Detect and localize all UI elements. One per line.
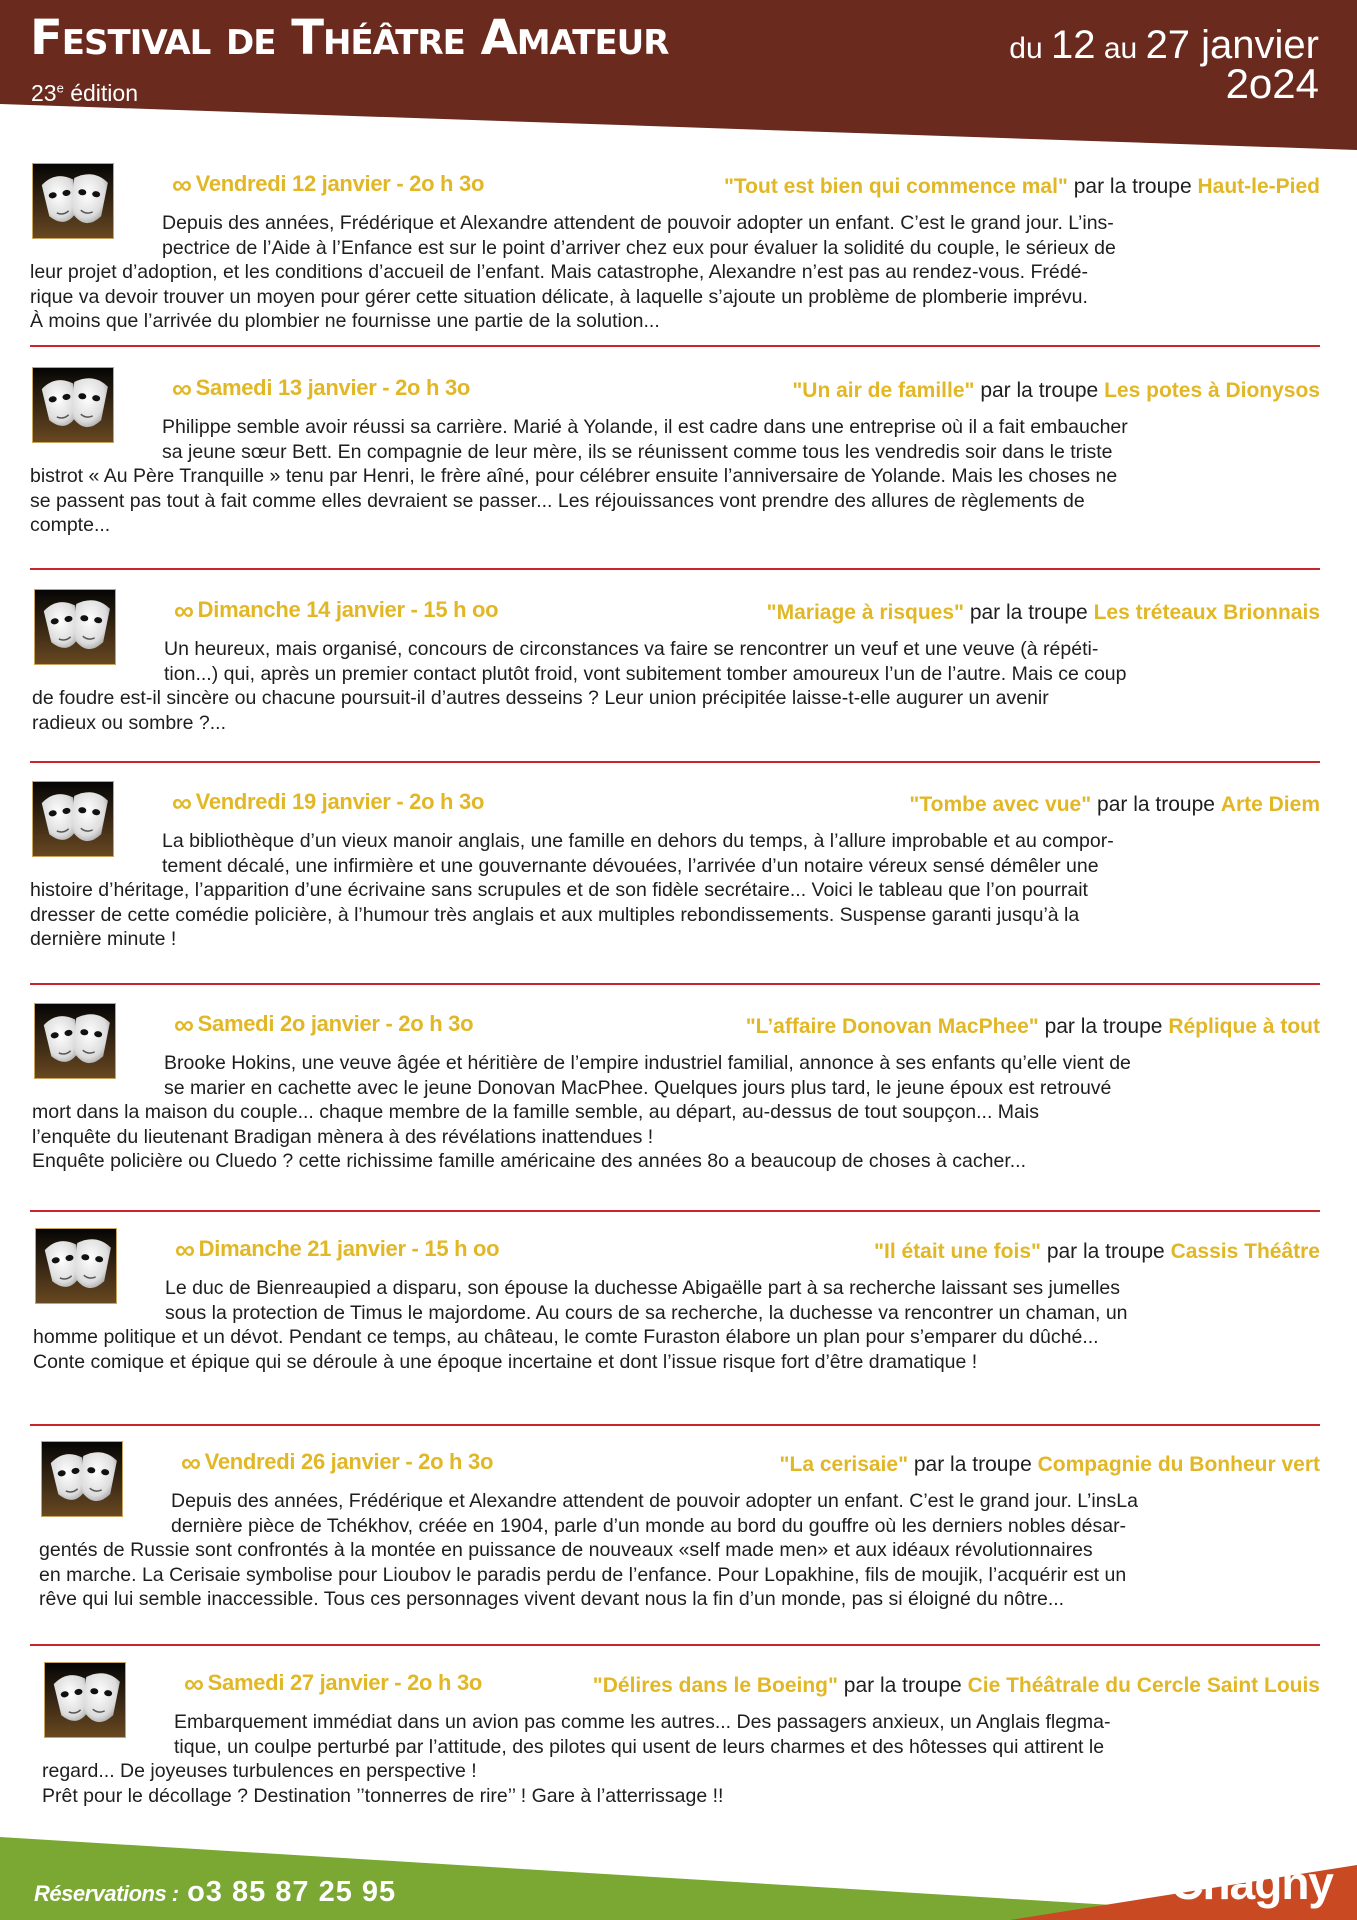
event-show: "La cerisaie" par la troupe Compagnie du Bonheur vert xyxy=(779,1453,1320,1476)
festival-title: Festival de Théâtre Amateur xyxy=(30,10,669,66)
show-title: "La cerisaie" xyxy=(779,1453,909,1476)
event-date: ∞ Vendredi 26 janvier - 2o h 3o xyxy=(181,1447,494,1478)
troupe-name: Les potes à Dionysos xyxy=(1104,379,1320,402)
infinity-icon: ∞ xyxy=(172,373,192,404)
chagny-logo: VILLE DE Chagny xyxy=(1170,1848,1333,1909)
reservations-label: Réservations : xyxy=(34,1881,179,1906)
description-line: dernière pièce de Tchékhov, créée en 1904, parle d’un monde au bord du gouffre où les derniers nobles désar- xyxy=(171,1514,1127,1537)
event-separator xyxy=(30,1210,1320,1212)
description-line: Depuis des années, Frédérique et Alexandre attendent de pouvoir adopter un enfant. C’est le grand jour. L’ins- xyxy=(162,212,1114,234)
event-show: "Il était une fois" par la troupe Cassis Théâtre xyxy=(874,1240,1320,1263)
event-show: "Délires dans le Boeing" par la troupe Cie Théâtrale du Cercle Saint Louis xyxy=(592,1674,1320,1697)
description-line: À moins que l’arrivée du plombier ne fournisse une partie de la solution... xyxy=(30,310,660,333)
event-description xyxy=(33,1276,1323,1374)
description-line: se marier en cachette avec le jeune Donovan MacPhee. Quelques jours plus tard, le jeune époux est retrouvé xyxy=(164,1076,1112,1099)
description-line: dernière minute ! xyxy=(30,928,177,951)
event-date: ∞ Dimanche 14 janvier - 15 h oo xyxy=(174,595,499,626)
description-line: mort dans la maison du couple... chaque membre de la famille semble, au départ, au-dessus de tout soupçon... Mais xyxy=(32,1101,1039,1124)
event-description xyxy=(30,415,1320,538)
event-description xyxy=(30,211,1320,334)
show-title: "Tout est bien qui commence mal" xyxy=(723,175,1068,198)
description-line: histoire d’héritage, l’apparition d’une écrivaine sans scrupules et de son fidèle secrétaire... Voici le tableau que l’on pourrait xyxy=(30,879,1088,902)
description-line: La bibliothèque d’un vieux manoir anglais, une famille en dehors du temps, à l’allure improbable et au compor- xyxy=(162,830,1114,852)
description-line: Enquête policière ou Cluedo ? cette richissime famille américaine des années 8o a beaucoup de choses à cacher... xyxy=(32,1150,1027,1173)
description-line: radieux ou sombre ?... xyxy=(32,711,227,734)
description-line: sous la protection de Timus le majordome. Au cours de sa recherche, la duchesse va rencontrer un chaman, un xyxy=(165,1301,1128,1324)
infinity-icon: ∞ xyxy=(184,1668,204,1699)
event-date: ∞ Samedi 2o janvier - 2o h 3o xyxy=(174,1009,474,1040)
description-line: en marche. La Cerisaie symbolise pour Lioubov le paradis perdu de l’enfance. Pour Lopakhine, fils de moujik, l’acquérir est un xyxy=(39,1563,1127,1586)
description-line: leur projet d’adoption, et les conditions d’accueil de l’enfant. Mais catastrophe, Alexandre n’est pas au rendez-vous. Frédé- xyxy=(30,261,1088,284)
description-line: l’enquête du lieutenant Bradigan mènera à des révélations inattendues ! xyxy=(32,1125,654,1148)
description-line: Philippe semble avoir réussi sa carrière. Marié à Yolande, il est cadre dans une entreprise où il a fait embaucher xyxy=(162,416,1128,438)
event-separator xyxy=(30,568,1320,570)
event-date: ∞ Vendredi 12 janvier - 2o h 3o xyxy=(172,169,485,200)
header-banner xyxy=(0,0,1357,160)
description-line: Conte comique et épique qui se déroule à une époque incertaine et dont l’issue risque fort d’être dramatique ! xyxy=(33,1350,978,1373)
show-title: "L’affaire Donovan MacPhee" xyxy=(745,1015,1039,1038)
event-description xyxy=(39,1489,1329,1612)
description-line: compte... xyxy=(30,514,111,537)
infinity-icon: ∞ xyxy=(175,1234,195,1265)
description-line: tion...) qui, après un premier contact plutôt froid, vont subitement tomber amoureux l’un de l’autre. Mais ce coup xyxy=(164,662,1127,685)
description-line: tement décalé, une infirmière et une gouvernante dévouées, l’arrivée d’un notaire véreux sensé démêler une xyxy=(162,854,1099,877)
event-date: ∞ Samedi 13 janvier - 2o h 3o xyxy=(172,373,471,404)
troupe-name: Les tréteaux Brionnais xyxy=(1093,601,1320,624)
description-line: Le duc de Bienreaupied a disparu, son épouse la duchesse Abigaëlle part à sa recherche laissant ses jumelles xyxy=(165,1277,1121,1299)
event-show: "Tout est bien qui commence mal" par la troupe Haut-le-Pied xyxy=(723,175,1320,198)
troupe-name: Compagnie du Bonheur vert xyxy=(1037,1453,1320,1476)
description-line: bistrot « Au Père Tranquille » tenu par Henri, le frère aîné, pour célébrer ensuite l’anniversaire de Yolande. Mais les choses ne xyxy=(30,465,1118,488)
troupe-name: Arte Diem xyxy=(1220,793,1320,816)
event-show: "L’affaire Donovan MacPhee" par la troupe Réplique à tout xyxy=(745,1015,1320,1038)
description-line: Embarquement immédiat dans un avion pas comme les autres... Des passagers anxieux, un Anglais flegma- xyxy=(174,1711,1111,1733)
description-line: rique va devoir trouver un moyen pour gérer cette situation délicate, à laquelle s’ajoute un problème de plomberie imprévu. xyxy=(30,285,1088,308)
troupe-name: Cie Théâtrale du Cercle Saint Louis xyxy=(967,1674,1320,1697)
description-line: regard... De joyeuses turbulences en perspective ! xyxy=(42,1760,477,1783)
description-line: de foudre est-il sincère ou chacune poursuit-il d’autres desseins ? Leur union précipitée laisse-t-elle augurer un avenir xyxy=(32,687,1049,710)
show-title: "Il était une fois" xyxy=(874,1240,1041,1263)
event-description xyxy=(32,637,1322,735)
description-line: pectrice de l’Aide à l’Enfance est sur le point d’arriver chez eux pour évaluer la solidité du couple, le sérieux de xyxy=(162,236,1116,259)
troupe-name: Réplique à tout xyxy=(1168,1015,1320,1038)
troupe-name: Cassis Théâtre xyxy=(1170,1240,1320,1263)
infinity-icon: ∞ xyxy=(172,787,192,818)
description-line: Prêt pour le décollage ? Destination ’’tonnerres de rire’’ ! Gare à l’atterrissage !! xyxy=(42,1784,724,1807)
description-line: rêve qui lui semble inaccessible. Tous ces personnages vivent devant nous la fin d’un monde, pas si éloigné du nôtre... xyxy=(39,1588,1065,1611)
event-date: ∞ Dimanche 21 janvier - 15 h oo xyxy=(175,1234,500,1265)
infinity-icon: ∞ xyxy=(172,169,192,200)
infinity-icon: ∞ xyxy=(174,595,194,626)
description-line: Brooke Hokins, une veuve âgée et héritière de l’empire industriel familial, annonce à ses enfants qu’elle vient de xyxy=(164,1052,1131,1074)
event-description xyxy=(30,829,1320,952)
description-line: sa jeune sœur Bett. En compagnie de leur mère, ils se réunissent comme tous les vendredis soir dans le triste xyxy=(162,440,1113,463)
infinity-icon: ∞ xyxy=(181,1447,201,1478)
show-title: "Tombe avec vue" xyxy=(909,793,1092,816)
event-separator xyxy=(30,761,1320,763)
show-title: "Délires dans le Boeing" xyxy=(592,1674,838,1697)
description-line: tique, un coulpe perturbé par l’attitude, des pilotes qui usent de leurs charmes et des hôtesses qui attirent le xyxy=(174,1735,1105,1758)
reservations-phone[interactable]: o3 85 87 25 95 xyxy=(187,1876,397,1908)
event-separator xyxy=(30,983,1320,985)
event-separator xyxy=(30,1644,1320,1646)
edition-label: 23e édition xyxy=(31,80,138,106)
event-description xyxy=(42,1710,1332,1808)
event-show: "Mariage à risques" par la troupe Les tréteaux Brionnais xyxy=(766,601,1320,624)
description-line: Depuis des années, Frédérique et Alexandre attendent de pouvoir adopter un enfant. C’est le grand jour. L’insLa xyxy=(171,1490,1138,1512)
description-line: homme politique et un dévot. Pendant ce temps, au château, le comte Furaston élabore un plan pour s’emparer du dûché... xyxy=(33,1326,1099,1349)
show-title: "Un air de famille" xyxy=(792,379,975,402)
description-line: Un heureux, mais organisé, concours de circonstances va faire se rencontrer un veuf et une veuve (à répéti- xyxy=(164,638,1099,660)
event-show: "Tombe avec vue" par la troupe Arte Diem xyxy=(909,793,1320,816)
event-separator xyxy=(30,1424,1320,1426)
event-separator xyxy=(30,345,1320,347)
description-line: gentés de Russie sont confrontés à la montée en puissance de nouveaux «self made men» et aux idéaux révolutionnaires xyxy=(39,1539,1093,1562)
event-description xyxy=(32,1051,1322,1174)
troupe-name: Haut-le-Pied xyxy=(1197,175,1320,198)
event-date: ∞ Samedi 27 janvier - 2o h 3o xyxy=(184,1668,483,1699)
description-line: dresser de cette comédie policière, à l’humour très anglais et aux multiples rebondissements. Suspense garanti jusqu’à la xyxy=(30,903,1080,926)
show-title: "Mariage à risques" xyxy=(766,601,964,624)
event-show: "Un air de famille" par la troupe Les potes à Dionysos xyxy=(792,379,1320,402)
description-line: se passent pas tout à fait comme elles devraient se passer... Les réjouissances vont prendre des allures de règlements de xyxy=(30,489,1085,512)
reservations xyxy=(34,1876,396,1909)
festival-dates: du 12 au 27 janvier 2o24 xyxy=(1009,23,1319,107)
event-date: ∞ Vendredi 19 janvier - 2o h 3o xyxy=(172,787,485,818)
infinity-icon: ∞ xyxy=(174,1009,194,1040)
